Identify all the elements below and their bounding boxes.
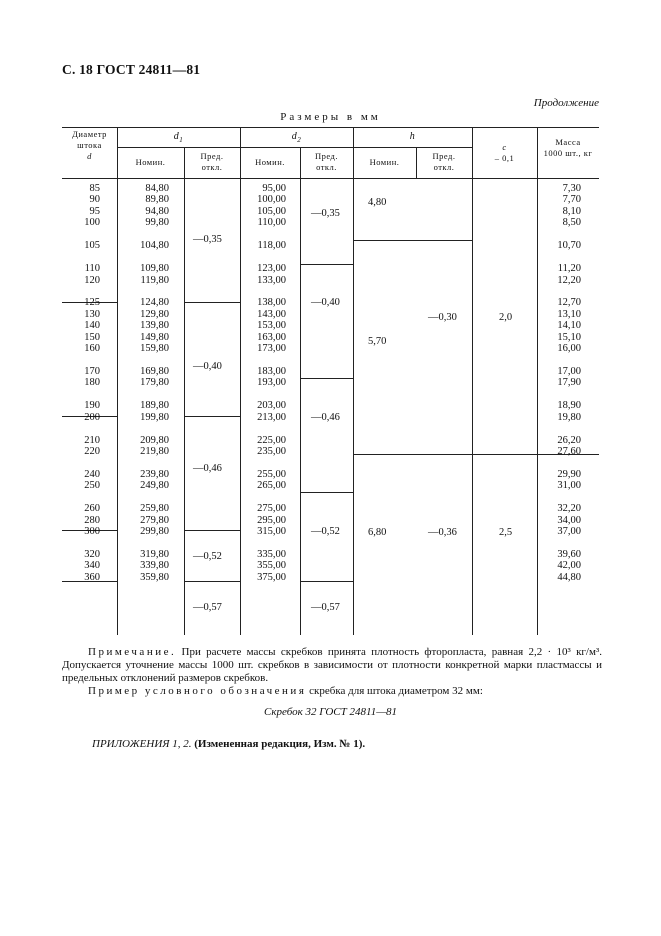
d2-nominal-cell: 173,00 <box>257 343 286 355</box>
d1-nominal-cell: 119,80 <box>140 274 169 286</box>
col-rule <box>472 127 473 635</box>
c-value: 2,0 <box>499 312 513 323</box>
header-sub-rule <box>117 147 472 148</box>
d2-nominal-cell: 315,00 <box>257 526 286 538</box>
d1-nominal-cell: 84,80 <box>145 183 169 194</box>
continuation-label: Продолжение <box>533 97 599 109</box>
mass-cell: 11,20 <box>557 263 581 275</box>
d2-tolerance: —0,46 <box>311 412 340 423</box>
example-label: Пример условного обозначения <box>88 685 307 697</box>
d2-nominal-cell: 255,00 <box>257 468 286 480</box>
mass-cell: 18,90 <box>557 400 581 412</box>
pred-l1: Пред. <box>315 151 338 161</box>
h-nominal: 5,70 <box>368 336 387 347</box>
d1-nominal-cell <box>117 458 169 469</box>
d2-nominal-cell: 295,00 <box>257 514 286 526</box>
d1-nominal-cell: 219,80 <box>140 446 169 458</box>
d1-tolerance: —0,46 <box>193 463 222 474</box>
d1-tolerance: —0,52 <box>193 551 222 562</box>
h-header: h <box>409 131 416 142</box>
diameter-cell <box>62 538 100 549</box>
c-symbol: c <box>502 142 507 152</box>
d2-subscript: 2 <box>297 136 302 144</box>
mass-cell: 12,20 <box>557 274 581 286</box>
diameter-cell: 200 <box>84 411 100 423</box>
diam-header-l1: Диаметр <box>72 129 107 139</box>
diameter-cell: 85 <box>89 183 100 194</box>
diameter-cell <box>62 423 100 434</box>
mass-cell: 37,00 <box>557 526 581 538</box>
d2-nominal-cell <box>240 229 286 240</box>
mass-header <box>537 137 599 159</box>
diameter-cell <box>62 252 100 263</box>
d1-nominal-cell: 239,80 <box>140 468 169 480</box>
diameter-cell: 240 <box>84 468 100 480</box>
d2-nominal-cell: 95,00 <box>262 183 286 194</box>
example-text: скребка для штока диаметром 32 мм: <box>306 685 483 697</box>
header-bottom-rule <box>62 178 599 179</box>
diameter-cell: 140 <box>84 320 100 332</box>
h-nominal: 6,80 <box>368 527 387 538</box>
d2-nominal-cell: 143,00 <box>257 308 286 320</box>
mass-cell: 14,10 <box>557 320 581 332</box>
mass-cell: 12,70 <box>557 297 581 309</box>
diameter-cell: 190 <box>84 400 100 412</box>
d1-subscript: 1 <box>179 136 184 144</box>
d1-nominal-cell <box>117 355 169 366</box>
pred-l2: откл. <box>433 162 455 172</box>
d2-nominal-cell <box>240 458 286 469</box>
diameter-cell: 250 <box>84 480 100 492</box>
d2-nominal-column <box>240 183 286 583</box>
d2-nominal-cell: 163,00 <box>257 331 286 343</box>
diameter-cell: 125 <box>84 297 100 309</box>
mass-cell: 29,90 <box>557 468 581 480</box>
diameter-cell: 180 <box>84 377 100 389</box>
diameter-cell: 105 <box>84 240 100 252</box>
diameter-column <box>62 183 100 583</box>
d1-nominal-cell <box>117 423 169 434</box>
d1-nominal-cell: 109,80 <box>140 263 169 275</box>
d2-nominal-cell <box>240 286 286 297</box>
diameter-cell <box>62 229 100 240</box>
d2-nominal-cell <box>240 252 286 263</box>
diameter-cell: 100 <box>84 217 100 229</box>
d1-header <box>117 131 240 146</box>
d2-tolerance: —0,35 <box>311 208 340 219</box>
mass-cell: 32,20 <box>557 503 581 515</box>
mass-cell: 8,10 <box>562 205 581 217</box>
mass-cell <box>537 252 581 263</box>
table-top-rule <box>62 127 599 128</box>
mass-cell: 34,00 <box>557 514 581 526</box>
h-tolerance: —0,36 <box>428 527 457 538</box>
dimensions-table <box>62 127 599 635</box>
diameter-cell: 340 <box>84 560 100 572</box>
designation-example: Скребок 32 ГОСТ 24811—81 <box>264 706 397 718</box>
diameter-cell: 95 <box>89 205 100 217</box>
d1-nominal-cell: 339,80 <box>140 560 169 572</box>
d1-tol-header <box>184 151 240 173</box>
d2-nominal-cell: 118,00 <box>257 240 286 252</box>
d2-nominal-cell: 110,00 <box>257 217 286 229</box>
d1-nominal-cell <box>117 389 169 400</box>
mass-cell: 15,10 <box>557 331 581 343</box>
d2-nominal-cell: 105,00 <box>257 205 286 217</box>
d2-nominal-cell <box>240 423 286 434</box>
c-tolerance: – 0,1 <box>494 153 515 163</box>
d2-nominal-cell <box>240 355 286 366</box>
d2-tolerance: —0,52 <box>311 526 340 537</box>
appendix-ref: ПРИЛОЖЕНИЯ 1, 2. <box>92 738 192 750</box>
h-tolerance: —0,30 <box>428 312 457 323</box>
d1-nom-header: Номин. <box>135 157 166 167</box>
mass-cell: 8,50 <box>562 217 581 229</box>
d2-header <box>240 131 353 146</box>
group-rule <box>184 581 240 582</box>
mass-cell <box>537 389 581 400</box>
sizes-caption: Размеры в мм <box>280 111 381 123</box>
d1-nominal-cell: 209,80 <box>140 434 169 446</box>
page-header: С. 18 ГОСТ 24811—81 <box>62 62 201 77</box>
diameter-cell: 320 <box>84 549 100 560</box>
d2-nominal-cell: 123,00 <box>257 263 286 275</box>
pred-l2: откл. <box>316 162 337 172</box>
mass-cell: 7,30 <box>562 183 581 194</box>
mass-cell: 27,60 <box>557 446 581 458</box>
d2-nominal-cell: 133,00 <box>257 274 286 286</box>
mass-cell: 17,90 <box>557 377 581 389</box>
diameter-cell: 260 <box>84 503 100 515</box>
d1-tolerance: —0,40 <box>193 361 222 372</box>
diameter-cell: 120 <box>84 274 100 286</box>
d2-nominal-cell: 153,00 <box>257 320 286 332</box>
mass-l1: Масса <box>555 137 581 147</box>
diameter-header <box>62 129 117 162</box>
example-line <box>88 685 483 698</box>
d2-nominal-cell <box>240 492 286 503</box>
diameter-cell: 300 <box>84 526 100 538</box>
col-rule <box>300 178 301 635</box>
group-rule <box>300 378 353 379</box>
table-note <box>62 646 602 685</box>
d1-nominal-cell: 94,80 <box>145 205 169 217</box>
diameter-cell: 170 <box>84 366 100 377</box>
pred-l1: Пред. <box>200 151 224 161</box>
d2-nominal-cell <box>240 538 286 549</box>
mass-cell: 10,70 <box>557 240 581 252</box>
mass-cell: 44,80 <box>557 571 581 583</box>
d1-nominal-cell: 359,80 <box>140 571 169 583</box>
diameter-cell: 220 <box>84 446 100 458</box>
d2-nominal-cell: 213,00 <box>257 411 286 423</box>
d1-nominal-column <box>117 183 169 583</box>
mass-cell: 7,70 <box>562 194 581 206</box>
diameter-cell: 90 <box>89 194 100 206</box>
group-rule <box>184 416 240 417</box>
mass-cell: 17,00 <box>557 366 581 377</box>
mass-cell <box>537 423 581 434</box>
d1-nominal-cell: 299,80 <box>140 526 169 538</box>
mass-cell <box>537 355 581 366</box>
d1-nominal-cell: 124,80 <box>140 297 169 309</box>
d1-tolerance: —0,35 <box>193 234 222 245</box>
group-rule <box>300 581 353 582</box>
d1-nominal-cell: 179,80 <box>140 377 169 389</box>
mass-cell <box>537 286 581 297</box>
mass-cell: 42,00 <box>557 560 581 572</box>
diameter-cell <box>62 355 100 366</box>
mass-cell <box>537 229 581 240</box>
diameter-cell: 280 <box>84 514 100 526</box>
mass-cell: 19,80 <box>557 411 581 423</box>
d1-nominal-cell: 129,80 <box>140 308 169 320</box>
d1-nominal-cell: 279,80 <box>140 514 169 526</box>
pred-l2: откл. <box>201 162 223 172</box>
d2-nominal-cell: 265,00 <box>257 480 286 492</box>
d1-nominal-cell: 319,80 <box>140 549 169 560</box>
mass-cell: 31,00 <box>557 480 581 492</box>
diam-header-l2: штока <box>77 140 102 150</box>
mass-cell: 13,10 <box>557 308 581 320</box>
d1-nominal-cell <box>117 229 169 240</box>
d2-nominal-cell: 225,00 <box>257 434 286 446</box>
d1-nominal-cell: 249,80 <box>140 480 169 492</box>
col-rule <box>184 178 185 635</box>
d2-symbol: d <box>291 131 298 142</box>
d1-nominal-cell <box>117 252 169 263</box>
d2-nominal-cell: 183,00 <box>257 366 286 377</box>
mass-cell <box>537 538 581 549</box>
d2-nominal-cell: 375,00 <box>257 571 286 583</box>
appendix-note <box>92 738 365 750</box>
d1-nominal-cell: 99,80 <box>145 217 169 229</box>
d2-nominal-cell: 138,00 <box>257 297 286 309</box>
col-rule <box>353 178 354 635</box>
note-label: Примечание. <box>88 646 177 658</box>
d2-tol-header <box>300 151 353 173</box>
h-nom-header: Номин. <box>369 157 400 167</box>
d2-nominal-cell <box>240 389 286 400</box>
diameter-cell: 210 <box>84 434 100 446</box>
d1-nominal-cell <box>117 492 169 503</box>
d2-tolerance: —0,57 <box>311 602 340 613</box>
diam-header-l3: d <box>87 151 92 161</box>
diameter-cell <box>62 492 100 503</box>
diameter-cell <box>62 286 100 297</box>
diameter-cell: 160 <box>84 343 100 355</box>
d1-nominal-cell: 104,80 <box>140 240 169 252</box>
c-header <box>472 142 537 164</box>
c-value: 2,5 <box>499 527 513 538</box>
group-rule <box>184 302 240 303</box>
h-tol-header <box>416 151 472 173</box>
d1-nominal-cell <box>117 286 169 297</box>
diameter-cell: 360 <box>84 571 100 583</box>
group-rule <box>300 492 353 493</box>
d1-nominal-cell: 159,80 <box>140 343 169 355</box>
diameter-cell <box>62 389 100 400</box>
mass-cell <box>537 458 581 469</box>
diameter-cell: 110 <box>84 263 100 275</box>
d2-nominal-cell: 335,00 <box>257 549 286 560</box>
d1-nominal-cell: 139,80 <box>140 320 169 332</box>
mass-cell <box>537 492 581 503</box>
diameter-cell <box>62 458 100 469</box>
mass-cell: 26,20 <box>557 434 581 446</box>
group-rule <box>300 264 353 265</box>
mass-cell: 16,00 <box>557 343 581 355</box>
d2-nominal-cell: 203,00 <box>257 400 286 412</box>
d1-nominal-cell: 89,80 <box>145 194 169 206</box>
d2-nominal-cell: 100,00 <box>257 194 286 206</box>
d2-nom-header: Номин. <box>255 157 285 167</box>
d1-nominal-cell: 189,80 <box>140 400 169 412</box>
note-text: При расчете массы скребков принята плотность фторопласта, равная 2,2 · 10³ кг/м³. Допускается уточнение массы 1000 шт. скребков в зависимости от плотности конкретной марки пластмассы и предельных отклонений размеров скребков. <box>62 646 602 684</box>
h-nominal: 4,80 <box>368 197 387 208</box>
mass-cell: 39,60 <box>557 549 581 560</box>
group-rule <box>353 240 472 241</box>
mass-column <box>537 183 581 583</box>
d1-symbol: d <box>173 131 180 142</box>
diameter-cell: 130 <box>84 308 100 320</box>
mass-l2: 1000 шт., кг <box>543 148 593 158</box>
diameter-cell: 150 <box>84 331 100 343</box>
d1-nominal-cell <box>117 538 169 549</box>
d1-nominal-cell: 259,80 <box>140 503 169 515</box>
group-rule <box>184 530 240 531</box>
d2-tolerance: —0,40 <box>311 297 340 308</box>
d1-tolerance: —0,57 <box>193 602 222 613</box>
d2-nominal-cell: 355,00 <box>257 560 286 572</box>
d1-nominal-cell: 199,80 <box>140 411 169 423</box>
d1-nominal-cell: 169,80 <box>140 366 169 377</box>
d2-nominal-cell: 193,00 <box>257 377 286 389</box>
d2-nominal-cell: 275,00 <box>257 503 286 515</box>
d1-nominal-cell: 149,80 <box>140 331 169 343</box>
pred-l1: Пред. <box>432 151 456 161</box>
d2-nominal-cell: 235,00 <box>257 446 286 458</box>
appendix-change: (Измененная редакция, Изм. № 1). <box>191 738 366 750</box>
